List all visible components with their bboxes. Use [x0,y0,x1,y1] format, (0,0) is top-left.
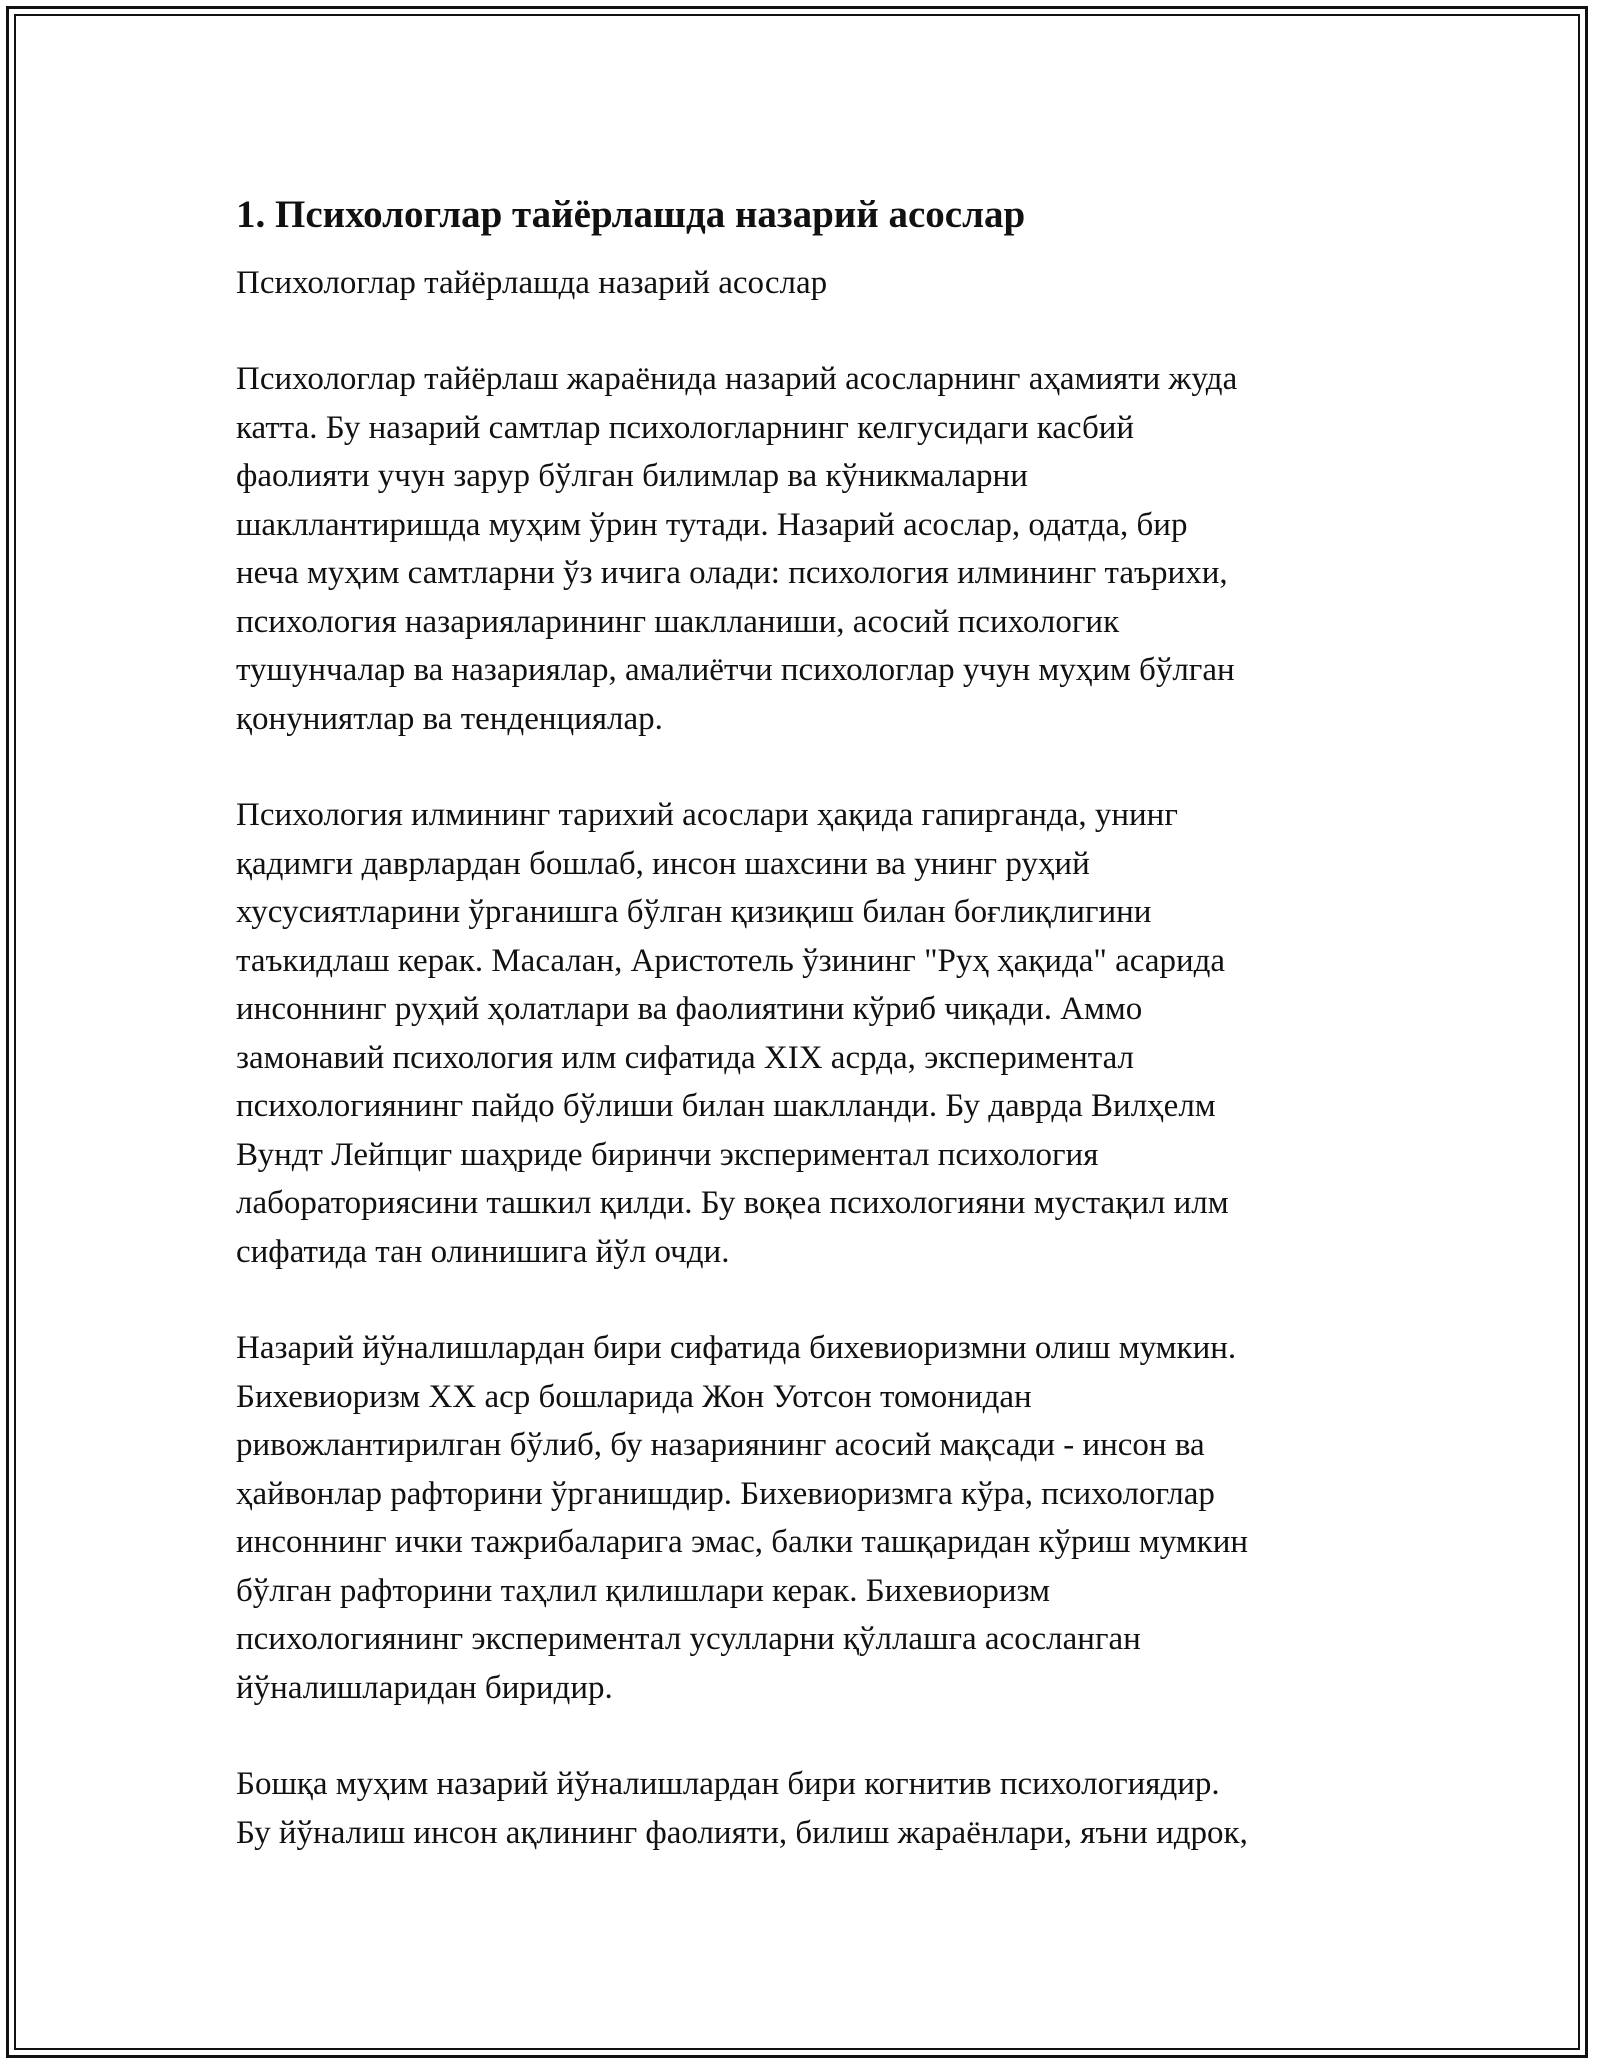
text-line: фаолияти учун зарур бўлган билимлар ва кўникмаларни [236,458,1028,494]
text-line: Бошқа муҳим назарий йўналишлардан бири когнитив психологиядир. [236,1766,1220,1802]
text-line: инсоннинг руҳий ҳолатлари ва фаолиятини кўриб чиқади. Аммо [236,991,1143,1027]
text-line: бўлган рафторини таҳлил қилишлари керак. Бихевиоризм [236,1572,1050,1609]
text-line: психологиянинг экспериментал усулларни қўллашга асосланган [236,1621,1141,1657]
text-line: ривожлантирилган бўлиб, бу назариянинг асосий мақсади - инсон ва [236,1427,1205,1463]
text-line: Назарий йўналишлардан бири сифатида бихевиоризмни олиш мумкин. [236,1330,1237,1366]
text-line: Бихевиоризм XX аср бошларида Жон Уотсон томонидан [236,1378,1032,1415]
text-line: психологиянинг пайдо бўлиши билан шаклланди. Бу даврда Вилҳелм [236,1088,1216,1124]
text-line: неча муҳим самтларни ўз ичига олади: психология илмининг таърихи, [236,555,1228,591]
text-line: қадимги даврлардан бошлаб, инсон шахсини ва унинг руҳий [236,845,1090,882]
section-subheading: Психологлар тайёрлашда назарий асослар [236,265,828,301]
text-line: лабораториясини ташкил қилди. Бу воқеа психологияни мустақил илм [236,1185,1229,1221]
section-heading: 1. Психологлар тайёрлашда назарий асослар [236,193,1026,236]
document-body [236,185,1376,1857]
text-line: йўналишларидан биридир. [236,1669,613,1706]
text-line: Психологлар тайёрлаш жараёнида назарий асосларнинг аҳамияти жуда [236,361,1238,397]
paragraph-2 [236,791,1376,1276]
paragraph-3 [236,1324,1376,1712]
text-line: қонуниятлар ва тенденциялар. [236,700,663,737]
paragraph-4 [236,1760,1376,1857]
text-line: Вундт Лейпциг шаҳриде биринчи экспериментал психология [236,1136,1099,1173]
text-line: психология назарияларининг шаклланиши, асосий психологик [236,603,1120,640]
paragraph-1 [236,355,1376,743]
text-line: инсоннинг ички тажрибаларига эмас, балки ташқаридан кўриш мумкин [236,1524,1249,1560]
text-line: Психология илмининг тарихий асослари ҳақида гапирганда, унинг [236,797,1178,833]
text-line: таъкидлаш керак. Масалан, Аристотель ўзининг "Руҳ ҳақида" асарида [236,942,1226,979]
text-line: Бу йўналиш инсон ақлининг фаолияти, билиш жараёнлари, яъни идрок, [236,1814,1248,1851]
text-line: замонавий психология илм сифатида XIX асрда, экспериментал [236,1039,1135,1076]
text-line: шакллантиришда муҳим ўрин тутади. Назарий асослар, одатда, бир [236,506,1188,543]
text-line: хусусиятларини ўрганишга бўлган қизиқиш билан боғлиқлигини [236,894,1152,930]
text-line: катта. Бу назарий самтлар психологларнинг келгусидаги касбий [236,409,1135,446]
text-line: сифатида тан олинишига йўл очди. [236,1233,730,1270]
text-line: ҳайвонлар рафторини ўрганишдир. Бихевиоризмга кўра, психологлар [236,1475,1215,1512]
text-line: тушунчалар ва назариялар, амалиётчи психологлар учун муҳим бўлган [236,652,1235,688]
